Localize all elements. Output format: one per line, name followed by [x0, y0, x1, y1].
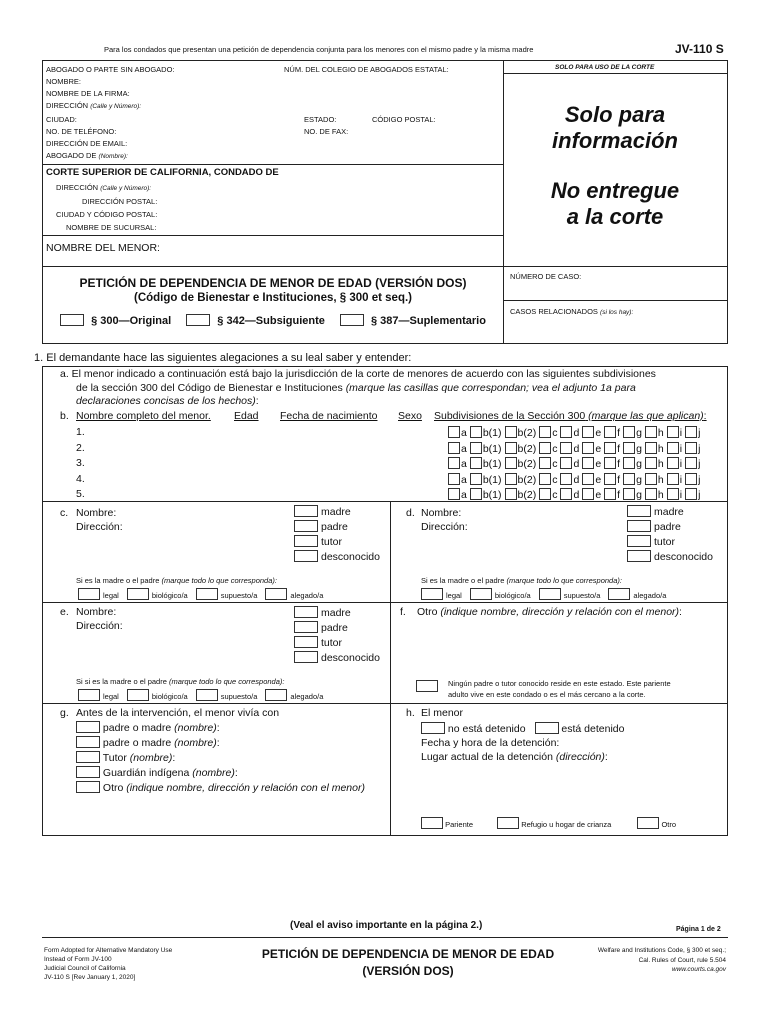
role-option	[627, 550, 713, 565]
footer-notice: (Veal el aviso importante en la página 2.)	[290, 920, 483, 931]
role-checkbox[interactable]	[294, 621, 318, 633]
subsequent-label: § 342—Subsiguiente	[217, 315, 325, 327]
g-parent2-checkbox[interactable]	[76, 736, 100, 748]
subdivision-checkbox[interactable]	[448, 473, 460, 485]
info-only-stamp: Solo para información	[552, 102, 678, 153]
role-option	[294, 621, 380, 636]
parent-status-label: biológico/a	[151, 591, 188, 600]
subdivision-label: d	[573, 458, 580, 470]
g-indian-custodian-checkbox[interactable]	[76, 766, 100, 778]
subdivision-checkbox[interactable]	[645, 442, 657, 454]
subdivision-label: b(2)	[517, 442, 537, 455]
state-label: ESTADO:	[304, 115, 337, 124]
phone-label: NO. DE TELÉFONO:	[46, 127, 117, 136]
subdivision-label: g	[636, 427, 642, 439]
subdivision-label: a	[461, 458, 467, 470]
subdivision-checkbox[interactable]	[623, 442, 635, 454]
role-label: tutor	[321, 536, 343, 548]
subdivision-label: c	[552, 442, 558, 455]
subdivision-label: b(1)	[482, 458, 502, 470]
parent-status-label: legal	[103, 591, 119, 600]
role-option	[294, 651, 380, 666]
subdivision-label: i	[679, 458, 683, 470]
address-label: DIRECCIÓN (Calle y Número):	[46, 101, 142, 110]
parent-status-label: alegado/a	[290, 692, 324, 701]
role-label: tutor	[654, 536, 676, 548]
child-row-number: 1.	[76, 426, 85, 438]
col-age: Edad	[234, 410, 259, 422]
subdivision-checkbox[interactable]	[560, 473, 572, 485]
subdivision-label: d	[573, 473, 580, 486]
col-subdivisions: Subdivisiones de la Sección 300 (marque las que aplican):	[434, 410, 707, 422]
role-option	[294, 606, 380, 621]
subdivision-checkbox[interactable]	[604, 473, 616, 485]
parent-c-if-parent: Si es la madre o el padre (marque todo lo que corresponda):	[76, 576, 277, 585]
court-city-zip-label: CIUDAD Y CÓDIGO POSTAL:	[56, 210, 158, 219]
role-label: desconocido	[321, 652, 380, 664]
subdivision-checkbox[interactable]	[667, 442, 679, 454]
subdivision-label: f	[617, 458, 621, 470]
role-checkbox[interactable]	[627, 535, 651, 547]
subdivision-label: a	[461, 442, 467, 455]
subdivision-label: j	[698, 458, 701, 470]
role-option	[627, 505, 713, 520]
subdivision-checkbox[interactable]	[623, 488, 635, 500]
role-checkbox[interactable]	[294, 535, 318, 547]
page-number: Página 1 de 2	[676, 926, 721, 933]
role-option	[294, 535, 380, 550]
subdivision-label: i	[679, 442, 683, 455]
parent-status-checkbox[interactable]	[127, 689, 149, 701]
subdivision-checkbox[interactable]	[645, 473, 657, 485]
subdivision-label: e	[595, 458, 602, 470]
adopted-info: Form Adopted for Alternative Mandatory Use Instead of Form JV-100 Judicial Council of California JV-110 S [Rev January 1, 2020]	[44, 947, 173, 981]
subdivision-checkbox[interactable]	[685, 457, 697, 469]
section1-intro: 1. El demandante hace las siguientes alegaciones a su leal saber y entender:	[34, 352, 412, 364]
subdivision-label: c	[552, 458, 558, 470]
g-option-other: Otro (indique nombre, dirección y relación con el menor)	[76, 781, 365, 794]
name-label: NOMBRE:	[46, 77, 82, 86]
subdivision-label: j	[698, 489, 701, 501]
subdivision-checkbox[interactable]	[539, 426, 551, 438]
subdivision-label: i	[679, 473, 683, 486]
parent-e-roles	[294, 606, 380, 666]
subdivision-checkbox[interactable]	[604, 457, 616, 469]
parent-e-address-label: Dirección:	[76, 620, 123, 632]
col-sex: Sexo	[398, 410, 422, 422]
subdivision-label: h	[657, 427, 664, 439]
parent-status-label: alegado/a	[290, 591, 324, 600]
parent-status-checkbox[interactable]	[470, 588, 492, 600]
subdivision-checkbox[interactable]	[685, 488, 697, 500]
parent-status-label: supuesto/a	[220, 591, 258, 600]
subdivision-checkbox[interactable]	[623, 426, 635, 438]
child-row-number: 4.	[76, 472, 85, 485]
parent-e-if-parent: Si si es la madre o el padre (marque todo lo que corresponda):	[76, 677, 285, 686]
section1a-line2: de la sección 300 del Código de Bienestar e Instituciones (marque las casillas que correspondan; vea el adjunto 1a para	[76, 382, 636, 394]
role-checkbox[interactable]	[294, 606, 318, 618]
subdivision-checkbox[interactable]	[448, 442, 460, 454]
subdivision-checkbox[interactable]	[539, 488, 551, 500]
petition-subtitle: (Código de Bienestar e Instituciones, § 300 et seq.)	[134, 292, 412, 304]
top-note: Para los condados que presentan una petición de dependencia conjunta para los menores con el mismo padre y la misma madre	[104, 45, 534, 54]
parent-c-address-label: Dirección:	[76, 521, 123, 533]
court-mailing-label: DIRECCIÓN POSTAL:	[82, 197, 158, 206]
subdivision-checkbox[interactable]	[448, 426, 460, 438]
role-label: desconocido	[321, 551, 380, 563]
do-not-file-stamp: No entregue a la corte	[550, 178, 680, 229]
parent-d-name-label: Nombre:	[421, 507, 462, 519]
role-label: padre	[654, 521, 681, 533]
parent-status-label: supuesto/a	[220, 692, 258, 701]
subdivision-checkbox[interactable]	[505, 488, 517, 500]
petition-type-options	[60, 314, 486, 327]
subdivision-label: b(1)	[482, 473, 502, 486]
form-number: JV-110 S	[675, 42, 724, 56]
subdivision-checkbox[interactable]	[645, 457, 657, 469]
original-checkbox[interactable]	[60, 314, 84, 326]
subdivision-label: b(2)	[517, 489, 537, 501]
placement-options: Pariente Refugio u hogar de crianza Otro	[421, 817, 676, 829]
subdivision-label: f	[617, 473, 621, 486]
col-child-name: Nombre completo del menor.	[76, 410, 211, 422]
role-label: padre	[321, 521, 348, 533]
subdivision-checkbox[interactable]	[582, 457, 594, 469]
subdivision-checkbox[interactable]	[685, 442, 697, 454]
other-f-letter: f.	[400, 606, 406, 618]
subdivision-label: d	[573, 427, 580, 439]
subdivision-label: g	[636, 489, 642, 501]
subdivision-checkbox[interactable]	[560, 442, 572, 454]
subdivision-label: e	[595, 473, 602, 486]
g-option-parent2: padre o madre (nombre):	[76, 736, 220, 749]
subdivision-label: g	[636, 473, 642, 486]
subdivision-checkbox[interactable]	[560, 426, 572, 438]
g-other-checkbox[interactable]	[76, 781, 100, 793]
parent-status-label: supuesto/a	[563, 591, 601, 600]
parent-d-letter: d.	[406, 507, 415, 519]
parent-status-checkbox[interactable]	[265, 588, 287, 600]
subdivision-label: f	[617, 427, 621, 439]
subdivision-label: b(2)	[517, 458, 537, 470]
subdivision-label: i	[679, 489, 683, 501]
subdivision-checkbox[interactable]	[470, 442, 482, 454]
court-use-label: SOLO PARA USO DE LA CORTE	[555, 64, 655, 71]
subdivision-checkbox[interactable]	[667, 473, 679, 485]
section-h-letter: h.	[406, 707, 415, 719]
role-option	[294, 505, 380, 520]
parent-c-status	[78, 588, 323, 600]
parent-c-name-label: Nombre:	[76, 507, 117, 519]
subdivision-checkbox[interactable]	[582, 488, 594, 500]
legal-references: Welfare and Institutions Code, § 300 et seq.; Cal. Rules of Court, rule 5.504 www.courts.ca.gov	[597, 947, 726, 973]
role-label: madre	[321, 506, 351, 518]
subdivision-checkboxes	[448, 426, 703, 439]
parent-c-roles	[294, 505, 380, 565]
role-option	[294, 550, 380, 565]
g-option-parent1: padre o madre (nombre):	[76, 721, 220, 734]
role-label: padre	[321, 622, 348, 634]
subdivision-label: b(2)	[517, 473, 537, 486]
subdivision-label: h	[657, 442, 664, 455]
attorney-label: ABOGADO O PARTE SIN ABOGADO:	[46, 65, 175, 74]
subdivision-label: b(2)	[517, 427, 537, 439]
subdivision-checkbox[interactable]	[645, 488, 657, 500]
g-option-guardian: Tutor (nombre):	[76, 751, 175, 764]
bar-number-label: NÚM. DEL COLEGIO DE ABOGADOS ESTATAL:	[284, 65, 449, 74]
subdivision-label: b(1)	[482, 442, 502, 455]
subdivision-checkbox[interactable]	[470, 457, 482, 469]
subdivision-checkbox[interactable]	[539, 457, 551, 469]
court-branch-label: NOMBRE DE SUCURSAL:	[66, 223, 157, 232]
no-parent-line2: adulto vive en este condado o es el más cercano a la corte.	[448, 690, 646, 699]
role-checkbox[interactable]	[627, 505, 651, 517]
subsequent-checkbox[interactable]	[186, 314, 210, 326]
subdivision-checkbox[interactable]	[470, 488, 482, 500]
parent-status-label: legal	[446, 591, 462, 600]
parent-d-roles	[627, 505, 713, 565]
role-checkbox[interactable]	[627, 550, 651, 562]
subdivision-checkbox[interactable]	[448, 488, 460, 500]
subdivision-checkboxes	[448, 442, 703, 455]
subdivision-checkbox[interactable]	[582, 473, 594, 485]
relative-checkbox[interactable]	[421, 817, 443, 829]
court-address-label: DIRECCIÓN (Calle y Número):	[56, 183, 152, 192]
foster-checkbox[interactable]	[497, 817, 519, 829]
child-row-number: 3.	[76, 457, 85, 469]
original-label: § 300—Original	[91, 315, 172, 327]
subdivision-checkbox[interactable]	[448, 457, 460, 469]
detention-location-label: Lugar actual de la detención (dirección):	[421, 751, 608, 763]
section1a-line1: a. El menor indicado a continuación está bajo la jurisdicción de la corte de menores de acuerdo con las siguientes subdivisiones	[60, 368, 656, 380]
parent-e-name-label: Nombre:	[76, 606, 117, 618]
subdivision-checkbox[interactable]	[604, 488, 616, 500]
parent-status-checkbox[interactable]	[78, 689, 100, 701]
supplemental-label: § 387—Suplementario	[371, 315, 486, 327]
parent-status-checkbox[interactable]	[196, 588, 218, 600]
parent-status-checkbox[interactable]	[78, 588, 100, 600]
detained-checkbox[interactable]	[535, 722, 559, 734]
subdivision-label: d	[573, 489, 580, 501]
section-g-letter: g.	[60, 707, 69, 719]
subdivision-label: g	[636, 458, 642, 470]
case-number-label: NÚMERO DE CASO:	[510, 272, 582, 281]
parent-status-checkbox[interactable]	[196, 689, 218, 701]
subdivision-label: a	[461, 473, 467, 486]
subdivision-checkbox[interactable]	[560, 457, 572, 469]
subdivision-checkbox[interactable]	[667, 457, 679, 469]
col-dob: Fecha de nacimiento	[280, 410, 378, 422]
attorney-for-label: ABOGADO DE (Nombre):	[46, 151, 128, 160]
subdivision-label: e	[595, 427, 602, 439]
subdivision-checkbox[interactable]	[505, 457, 517, 469]
detention-datetime-label: Fecha y hora de la detención:	[421, 737, 560, 749]
subdivision-checkboxes	[448, 473, 703, 486]
role-option	[294, 520, 380, 535]
parent-status-checkbox[interactable]	[265, 689, 287, 701]
parent-e-letter: e.	[60, 606, 69, 618]
parent-status-label: alegado/a	[633, 591, 667, 600]
child-row-number: 2.	[76, 441, 85, 454]
role-checkbox[interactable]	[294, 550, 318, 562]
role-checkbox[interactable]	[294, 636, 318, 648]
h-detention-options: no está detenido está detenido	[421, 722, 624, 735]
parent-status-checkbox[interactable]	[421, 588, 443, 600]
subdivision-checkbox[interactable]	[505, 473, 517, 485]
child-name-label: NOMBRE DEL MENOR:	[46, 242, 160, 254]
subdivision-checkbox[interactable]	[539, 473, 551, 485]
parent-status-label: legal	[103, 692, 119, 701]
role-label: desconocido	[654, 551, 713, 563]
subdivision-checkboxes	[448, 457, 703, 470]
role-label: madre	[321, 607, 351, 619]
subdivision-checkbox[interactable]	[685, 473, 697, 485]
subdivision-label: j	[698, 427, 701, 439]
subdivision-checkbox[interactable]	[582, 442, 594, 454]
subdivision-label: e	[595, 489, 602, 501]
subdivision-checkbox[interactable]	[539, 442, 551, 454]
subdivision-checkbox[interactable]	[645, 426, 657, 438]
footer-title: PETICIÓN DE DEPENDENCIA DE MENOR DE EDAD (VERSIÓN DOS)	[261, 947, 555, 978]
subdivision-checkbox[interactable]	[623, 457, 635, 469]
subdivision-label: c	[552, 489, 558, 501]
subdivision-label: b(1)	[482, 427, 502, 439]
subdivision-label: j	[698, 442, 701, 455]
parent-status-checkbox[interactable]	[539, 588, 561, 600]
subdivision-label: c	[552, 427, 558, 439]
subdivision-checkbox[interactable]	[560, 488, 572, 500]
role-checkbox[interactable]	[294, 520, 318, 532]
not-detained-checkbox[interactable]	[421, 722, 445, 734]
role-checkbox[interactable]	[294, 651, 318, 663]
subdivision-label: h	[657, 489, 664, 501]
subdivision-label: h	[657, 458, 664, 470]
subdivision-checkbox[interactable]	[604, 426, 616, 438]
supplemental-checkbox[interactable]	[340, 314, 364, 326]
role-label: madre	[654, 506, 684, 518]
fax-label: NO. DE FAX:	[304, 127, 349, 136]
city-label: CIUDAD:	[46, 115, 77, 124]
section1b-letter: b.	[60, 410, 69, 422]
child-row-number: 5.	[76, 488, 85, 500]
subdivision-label: f	[617, 489, 621, 501]
petition-title: PETICIÓN DE DEPENDENCIA DE MENOR DE EDAD (VERSIÓN DOS)	[79, 276, 467, 290]
parent-status-checkbox[interactable]	[608, 588, 630, 600]
parent-d-address-label: Dirección:	[421, 521, 468, 533]
zip-label: CÓDIGO POSTAL:	[372, 115, 436, 124]
subdivision-checkbox[interactable]	[604, 442, 616, 454]
subdivision-label: d	[573, 442, 580, 455]
email-label: DIRECCIÓN DE EMAIL:	[46, 139, 128, 148]
g-guardian-checkbox[interactable]	[76, 751, 100, 763]
subdivision-checkbox[interactable]	[470, 426, 482, 438]
parent-d-status	[421, 588, 666, 600]
parent-status-label: biológico/a	[494, 591, 531, 600]
role-checkbox[interactable]	[627, 520, 651, 532]
section1a-line3: declaraciones concisas de los hechos):	[76, 395, 259, 407]
subdivision-label: b(1)	[482, 489, 502, 501]
parent-status-label: biológico/a	[151, 692, 188, 701]
subdivision-label: g	[636, 442, 642, 455]
g-parent1-checkbox[interactable]	[76, 721, 100, 733]
subdivision-label: a	[461, 489, 467, 501]
subdivision-label: e	[595, 442, 602, 455]
role-label: tutor	[321, 637, 343, 649]
g-option-indian-custodian: Guardián indígena (nombre):	[76, 766, 238, 779]
subdivision-checkbox[interactable]	[667, 426, 679, 438]
subdivision-label: a	[461, 427, 467, 439]
parent-e-status	[78, 689, 323, 701]
no-parent-checkbox[interactable]	[416, 677, 438, 695]
no-parent-line1: Ningún padre o tutor conocido reside en este estado. Este pariente	[448, 679, 671, 688]
subdivision-checkbox[interactable]	[685, 426, 697, 438]
subdivision-checkbox[interactable]	[470, 473, 482, 485]
subdivision-checkbox[interactable]	[505, 442, 517, 454]
subdivision-label: f	[617, 442, 621, 455]
parent-d-if-parent: Si es la madre o el padre (marque todo lo que corresponda):	[421, 576, 622, 585]
role-option	[627, 520, 713, 535]
other-placement-checkbox[interactable]	[637, 817, 659, 829]
parent-status-checkbox[interactable]	[127, 588, 149, 600]
section-g-intro: Antes de la intervención, el menor vivía con	[76, 707, 280, 719]
subdivision-label: c	[552, 473, 558, 486]
subdivision-label: h	[657, 473, 664, 486]
firm-label: NOMBRE DE LA FIRMA:	[46, 89, 130, 98]
related-cases-label: CASOS RELACIONADOS (si los hay):	[510, 307, 634, 316]
role-checkbox[interactable]	[294, 505, 318, 517]
subdivision-checkbox[interactable]	[667, 488, 679, 500]
subdivision-label: j	[698, 473, 701, 486]
role-option	[627, 535, 713, 550]
subdivision-label: i	[679, 427, 683, 439]
role-option	[294, 636, 380, 651]
parent-c-letter: c.	[60, 507, 69, 519]
subdivision-checkboxes	[448, 488, 703, 501]
other-f-label: Otro (indique nombre, dirección y relación con el menor):	[417, 606, 682, 618]
subdivision-checkbox[interactable]	[505, 426, 517, 438]
subdivision-checkbox[interactable]	[582, 426, 594, 438]
subdivision-checkbox[interactable]	[623, 473, 635, 485]
section-h-intro: El menor	[421, 707, 464, 719]
court-title: CORTE SUPERIOR DE CALIFORNIA, CONDADO DE	[46, 167, 279, 178]
